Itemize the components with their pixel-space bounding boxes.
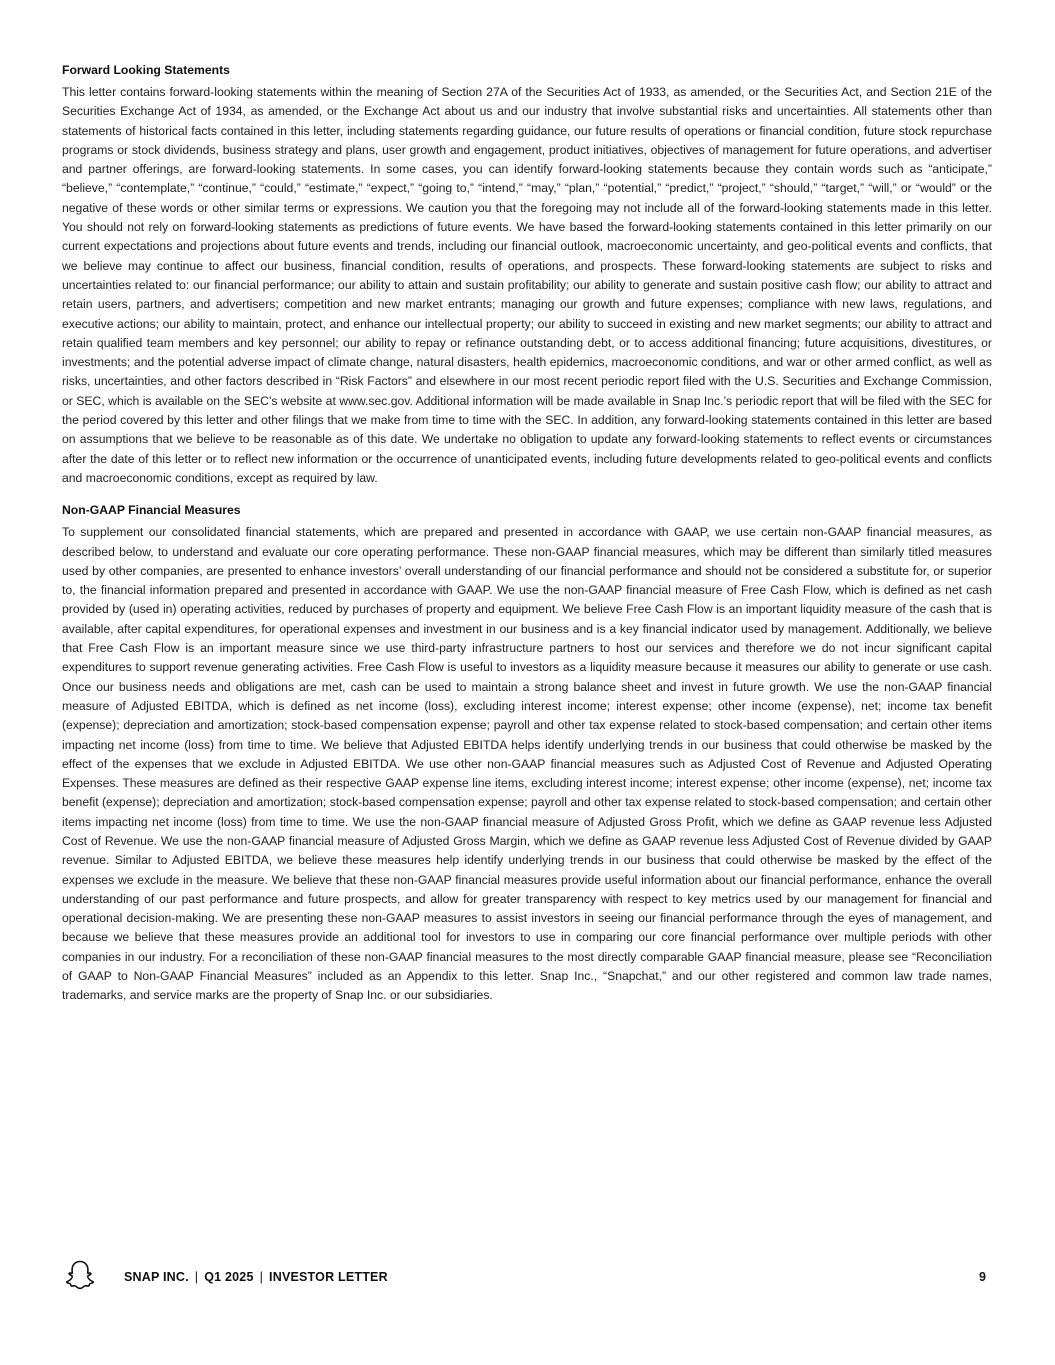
- footer-separator: |: [194, 1270, 199, 1284]
- footer-separator: |: [259, 1270, 264, 1284]
- footer-title: [124, 1270, 388, 1284]
- non-gaap-financial-measures-section: [62, 502, 992, 1005]
- document-page: [62, 62, 992, 1006]
- footer-period: Q1 2025: [204, 1270, 254, 1284]
- footer-company: SNAP INC.: [124, 1270, 189, 1284]
- section-heading: Non-GAAP Financial Measures: [62, 503, 241, 518]
- section-divider: [62, 488, 992, 502]
- forward-looking-statements-section: [62, 62, 992, 488]
- footer-document: INVESTOR LETTER: [269, 1270, 388, 1284]
- page-number: 9: [979, 1270, 986, 1284]
- section-body: To supplement our consolidated financial statements, which are prepared and presented in accordance with GAAP, we use certain non-GAAP financial measures, as described below, to understand and evaluate our core operating performance. These non-GAAP financial measures, which may be different than similarly titled measures used by other companies, are presented to enhance investors’ overall understanding of our financial performance and should not be considered a substitute for, or superior to, the financial information prepared and presented in accordance with GAAP. We use the non-GAAP financial measure of Free Cash Flow, which is defined as net cash provided by (used in) operating activities, reduced by purchases of property and equipment. We believe Free Cash Flow is an important liquidity measure of the cash that is available, after capital expenditures, for operational expenses and investment in our business and is a key financial indicator used by management. Additionally, we believe that Free Cash Flow is an important measure since we use third-party infrastructure partners to host our services and therefore we do not incur significant capital expenditures to support revenue generating activities. Free Cash Flow is useful to investors as a liquidity measure because it measures our ability to generate or use cash. Once our business needs and obligations are met, cash can be used to maintain a strong balance sheet and invest in future growth. We use the non-GAAP financial measure of Adjusted EBITDA, which is defined as net income (loss), excluding interest income; interest expense; other income (expense), net; income tax benefit (expense); depreciation and amortization; stock-based compensation expense; payroll and other tax expense related to stock-based compensation; and certain other items impacting net income (loss) from time to time. We believe that Adjusted EBITDA helps identify underlying trends in our business that could otherwise be masked by the effect of the expenses that we exclude in Adjusted EBITDA. We use other non-GAAP financial measures such as Adjusted Cost of Revenue and Adjusted Operating Expenses. These measures are defined as their respective GAAP expense line items, excluding interest income; interest expense; other income (expense), net; income tax benefit (expense); depreciation and amortization; stock-based compensation expense; payroll and other tax expense related to stock-based compensation; and certain other items impacting net income (loss) from time to time. We use the non-GAAP financial measure of Adjusted Gross Profit, which we define as GAAP revenue less Adjusted Cost of Revenue. We use the non-GAAP financial measure of Adjusted Gross Margin, which we define as GAAP revenue less Adjusted Cost of Revenue divided by GAAP revenue. Similar to Adjusted EBITDA, we believe these measures help identify underlying trends in our business that could otherwise be masked by the effect of the expenses we exclude in the measure. We believe that these non-GAAP financial measures provide useful information about our financial performance, enhance the overall understanding of our past performance and future prospects, and allow for greater transparency with respect to key metrics used by our management for financial and operational decision-making. We are presenting these non-GAAP measures to assist investors in seeing our financial performance through the eyes of management, and because we believe that these measures provide an additional tool for investors to use in comparing our core financial performance over multiple periods with other companies in our industry. For a reconciliation of these non-GAAP financial measures to the most directly comparable GAAP financial measure, please see “Reconciliation of GAAP to Non-GAAP Financial Measures” included as an Appendix to this letter. Snap Inc., “Snapchat,” and our other registered and common law trade names, trademarks, and service marks are the property of Snap Inc. or our subsidiaries.: [62, 525, 992, 1003]
- snapchat-ghost-icon: [62, 1258, 98, 1294]
- section-heading: Forward Looking Statements: [62, 63, 230, 77]
- page-footer: [62, 1258, 992, 1296]
- section-body: This letter contains forward-looking statements within the meaning of Section 27A of the Securities Act of 1933, as amended, or the Securities Act, and Section 21E of the Securities Exchange Act of 1934, as amended, or the Exchange Act about us and our industry that involve substantial risks and uncertainties. All statements other than statements of historical facts contained in this letter, including statements regarding guidance, our future results of operations or financial condition, future stock repurchase programs or stock dividends, business strategy and plans, user growth and engagement, product initiatives, objectives of management for future operations, and advertiser and partner offerings, are forward-looking statements. In some cases, you can identify forward-looking statements because they contain words such as “anticipate,” “believe,” “contemplate,” “continue,” “could,” “estimate,” “expect,” “going to,” “intend,” “may,” “plan,” “potential,” “predict,” “project,” “should,” “target,” “will,” or “would” or the negative of these words or other similar terms or expressions. We caution you that the foregoing may not include all of the forward-looking statements made in this letter. You should not rely on forward-looking statements as predictions of future events. We have based the forward-looking statements contained in this letter primarily on our current expectations and projections about future events and trends, including our financial outlook, macroeconomic uncertainty, and geo-political events and conflicts, that we believe may continue to affect our business, financial condition, results of operations, and prospects. These forward-looking statements are subject to risks and uncertainties related to: our financial performance; our ability to attain and sustain profitability; our ability to generate and sustain positive cash flow; our ability to attract and retain users, partners, and advertisers; competition and new market entrants; managing our growth and future expenses; compliance with new laws, regulations, and executive actions; our ability to maintain, protect, and enhance our intellectual property; our ability to succeed in existing and new market segments; our ability to attract and retain qualified team members and key personnel; our ability to repay or refinance outstanding debt, or to access additional financing; future acquisitions, divestitures, or investments; and the potential adverse impact of climate change, natural disasters, health epidemics, macroeconomic conditions, and war or other armed conflict, as well as risks, uncertainties, and other factors described in “Risk Factors” and elsewhere in our most recent periodic report filed with the U.S. Securities and Exchange Commission, or SEC, which is available on the SEC’s website at www.sec.gov. Additional information will be made available in Snap Inc.’s periodic report that will be filed with the SEC for the period covered by this letter and other filings that we make from time to time with the SEC. In addition, any forward-looking statements contained in this letter are based on assumptions that we believe to be reasonable as of this date. We undertake no obligation to update any forward-looking statements to reflect events or circumstances after the date of this letter or to reflect new information or the occurrence of unanticipated events, including future developments related to geo-political events and conflicts and macroeconomic conditions, except as required by law.: [62, 85, 992, 485]
